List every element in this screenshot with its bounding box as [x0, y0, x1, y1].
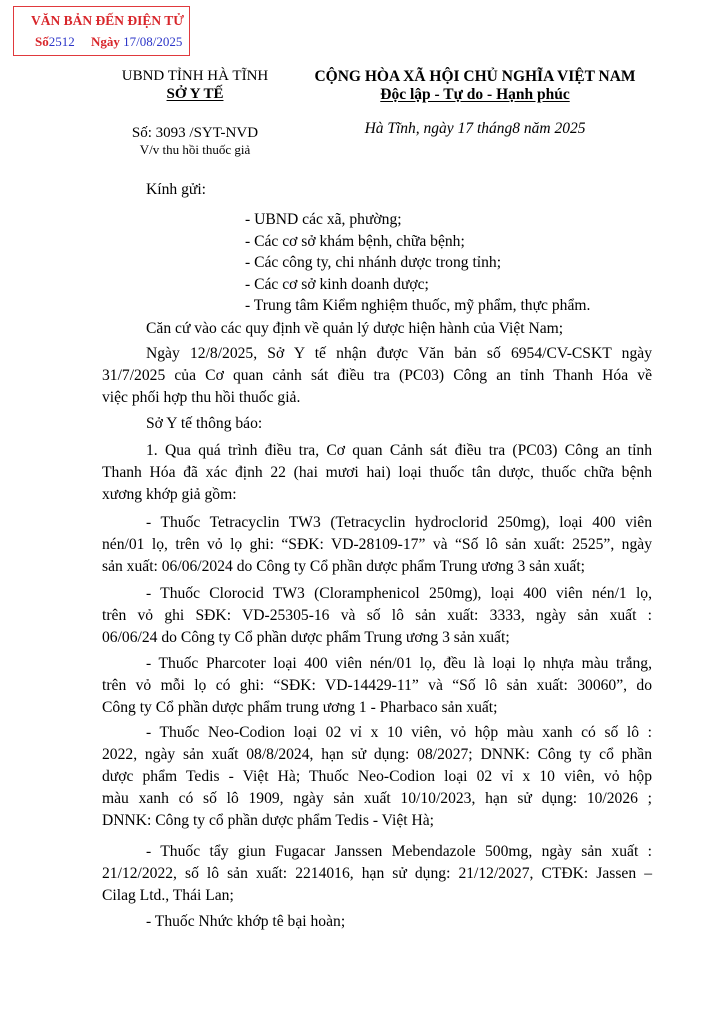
national-motto-text: Độc lập - Tự do - Hạnh phúc [380, 86, 570, 103]
paragraph-line: Ngày 12/8/2025, Sở Y tế nhận được Văn bản số 6954/CV-CSKT ngày [146, 345, 652, 362]
paragraph-line: Căn cứ vào các quy định về quản lý dược hiện hành của Việt Nam; [146, 320, 564, 337]
paragraph-line: nén/01 lọ, trên vỏ lọ ghi: “SĐK: VD-28109-17” và “Số lô sản xuất: 2525”, ngày [102, 536, 652, 553]
drug-item-neo-codion [102, 722, 652, 832]
paragraph-line: - Thuốc Clorocid TW3 (Cloramphenicol 250mg), loại 400 viên nén/1 lọ, [146, 585, 652, 602]
recipient-item: - UBND các xã, phường; [245, 211, 402, 228]
paragraph-line: màu xanh có số lô 1909, ngày sản xuất 10/10/2023, hạn sử dụng: 10/2026 ; [102, 790, 652, 807]
paragraph-line: Sở Y tế thông báo: [146, 415, 263, 432]
paragraph-notice [102, 413, 652, 435]
stamp-number: 2512 [48, 34, 75, 49]
agency-parent: UBND TỈNH HÀ TĨNH [121, 68, 269, 84]
paragraph-line: Cilag Ltd., Thái Lan; [102, 887, 234, 904]
paragraph-line: - Thuốc Tetracyclin TW3 (Tetracyclin hydroclorid 250mg), loại 400 viên [146, 514, 652, 531]
paragraph-line: 2022, ngày sản xuất 08/8/2024, hạn sử dụng: 08/2027; DNNK: Công ty cổ phần [102, 746, 652, 763]
paragraph-line: DNNK: Công ty cổ phần dược phẩm Tedis - Việt Hà; [102, 812, 434, 829]
incoming-document-stamp [13, 6, 190, 56]
recipients-list [245, 209, 590, 317]
agency-name [105, 86, 285, 103]
paragraph-line: Thanh Hóa đã xác định 22 (hai mươi hai) loại thuốc tân dược, thuốc chữa bệnh [102, 464, 652, 481]
drug-item-fugacar [102, 841, 652, 907]
paragraph-legal-basis [102, 318, 652, 340]
paragraph-line: trên vỏ mỗi lọ có ghi: “SĐK: VD-14429-11” và “Số lô sản xuất: 30060”, do [102, 677, 652, 694]
drug-item-pharcoter [102, 653, 652, 719]
drug-item-nhuc-khop [102, 911, 652, 933]
paragraph-section-1 [102, 440, 652, 506]
stamp-title: VĂN BẢN ĐẾN ĐIỆN TỬ [31, 13, 185, 28]
paragraph-line: sản xuất: 06/06/2024 do Công ty Cổ phần dược phẩm Trung ương 3 sản xuất; [102, 558, 586, 575]
stamp-date-label: Ngày [90, 34, 120, 49]
paragraph-line: việc phối hợp thu hồi thuốc giả. [102, 389, 301, 406]
paragraph-line: - Thuốc tẩy giun Fugacar Janssen Mebendazole 500mg, ngày sản xuất : [146, 843, 652, 860]
paragraph-line: xương khớp giả gồm: [102, 486, 237, 503]
paragraph-received-document [102, 343, 652, 409]
place-and-date: Hà Tĩnh, ngày 17 tháng8 năm 2025 [364, 120, 586, 137]
paragraph-line: - Thuốc Pharcoter loại 400 viên nén/01 lọ, đều là loại lọ nhựa màu trắng, [146, 655, 652, 672]
recipient-item: - Trung tâm Kiểm nghiệm thuốc, mỹ phẩm, thực phẩm. [245, 297, 591, 314]
document-subject: V/v thu hồi thuốc giả [139, 142, 251, 157]
recipient-item: - Các cơ sở khám bệnh, chữa bệnh; [245, 232, 465, 250]
agency-name-text: SỞ Y TẾ [166, 86, 224, 102]
national-motto [300, 86, 650, 104]
national-title: CỘNG HÒA XÃ HỘI CHỦ NGHĨA VIỆT NAM [314, 68, 636, 85]
paragraph-line: 1. Qua quá trình điều tra, Cơ quan Cảnh sát điều tra (PC03) Công an tỉnh [146, 442, 652, 459]
paragraph-line: 21/12/2022, số lô sản xuất: 2214016, hạn sử dụng: 21/12/2027, CTĐK: Jassen – [102, 865, 652, 882]
document-number: Số: 3093 /SYT-NVD [131, 125, 259, 141]
stamp-number-label: Số [35, 34, 49, 49]
paragraph-line: dược phẩm Tedis - Việt Hà; Thuốc Neo-Codion loại 02 vỉ x 10 viên, vỏ hộp [102, 768, 652, 785]
drug-item-tetracyclin [102, 512, 652, 578]
paragraph-line: - Thuốc Neo-Codion loại 02 vỉ x 10 viên, vỏ hộp màu xanh có số lô : [146, 724, 652, 741]
stamp-number-date [35, 34, 182, 50]
paragraph-line: Công ty Cổ phần dược phẩm trung ương 1 - Pharbaco sản xuất; [102, 699, 498, 716]
recipient-item: - Các công ty, chi nhánh dược trong tỉnh; [245, 254, 502, 271]
recipients-label: Kính gửi: [146, 181, 206, 198]
recipient-item: - Các cơ sở kinh doanh dược; [245, 275, 429, 293]
paragraph-line: 31/7/2025 của Cơ quan cảnh sát điều tra (PC03) Công an tỉnh Thanh Hóa về [102, 367, 652, 384]
paragraph-line: - Thuốc Nhức khớp tê bại hoàn; [146, 913, 346, 930]
drug-item-clorocid [102, 583, 652, 649]
paragraph-line: trên vỏ ghi SĐK: VD-25305-16 và số lô sản xuất: 3333, ngày sản xuất : [102, 607, 652, 624]
paragraph-line: 06/06/24 do Công ty Cổ phần dược phẩm Trung ương 3 sản xuất; [102, 629, 510, 646]
stamp-date: 17/08/2025 [123, 34, 183, 49]
